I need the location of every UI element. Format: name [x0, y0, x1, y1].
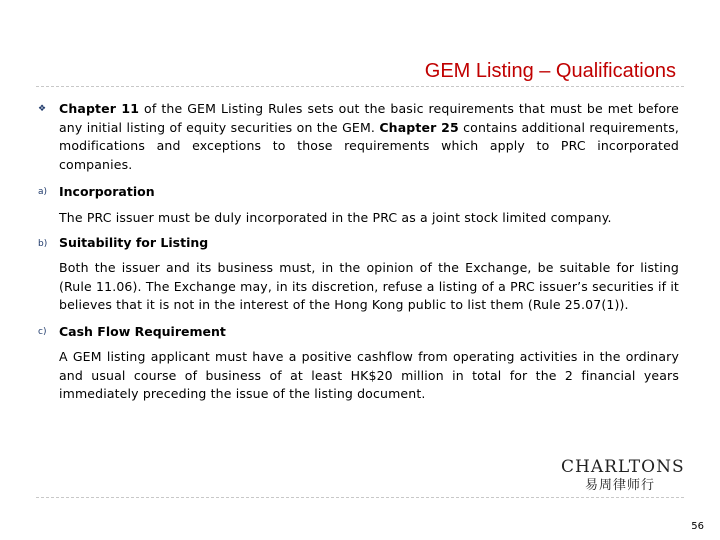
charltons-logo	[561, 457, 685, 495]
item-marker: b)	[38, 239, 48, 249]
item-body: The PRC issuer must be duly incorporated in the PRC as a joint stock limited company.	[59, 210, 612, 225]
item-marker: c)	[38, 327, 47, 337]
logo-chinese: 易周律师行	[584, 478, 655, 493]
diamond-bullet-icon: ❖	[38, 104, 47, 114]
intro-paragraph	[59, 100, 679, 174]
footer-divider	[36, 497, 684, 498]
page-title: GEM Listing – Qualifications	[424, 60, 676, 82]
item-marker: a)	[38, 187, 48, 197]
page-number: 56	[691, 521, 704, 532]
intro-text-2: contains additional requirements, modifications and exceptions to those requirements which apply to PRC incorporated companies.	[59, 119, 679, 172]
title-divider	[36, 86, 684, 87]
item-heading: Suitability for Listing	[59, 235, 209, 250]
item-heading: Incorporation	[59, 184, 155, 199]
logo-english: CHARLTONS	[561, 457, 685, 477]
chapter-11-ref: Chapter 11	[59, 101, 140, 116]
item-body: Both the issuer and its business must, in the opinion of the Exchange, be suitable for listing (Rule 11.06). The Exchange may, in its discretion, refuse a listing of a PRC issuer’s securities if it believes that it is not in the interest of the Hong Kong public to list them (Rule 25.07(1)).	[59, 260, 679, 312]
chapter-25-ref: Chapter 25	[379, 119, 459, 135]
item-heading: Cash Flow Requirement	[59, 324, 226, 339]
item-body: A GEM listing applicant must have a positive cashflow from operating activities in the ordinary and usual course of business of at least HK$20 million in total for the 2 financial years immediately preceding the issue of the listing document.	[59, 349, 679, 401]
intro-text-1: of the GEM Listing Rules sets out the basic requirements that must be met before any initial listing of equity securities on the GEM.	[59, 101, 679, 135]
